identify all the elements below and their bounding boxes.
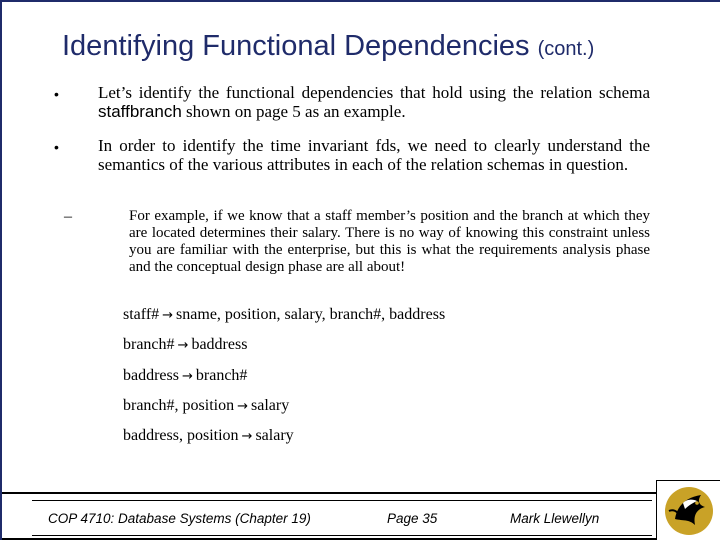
fd-rhs: baddress (191, 336, 248, 353)
arrow-icon: → (162, 308, 174, 323)
fd-rhs: branch# (195, 367, 248, 384)
schema-name: staffbranch (98, 102, 182, 121)
bullet-text-2: In order to identify the time invariant fds, we need to clearly understand the semantics of the various attributes in each of the relation schemas in question. (98, 136, 650, 174)
footer-author: Mark Llewellyn (510, 511, 600, 526)
arrow-icon: → (177, 338, 189, 353)
ucf-pegasus-logo-icon (656, 480, 720, 540)
fd-lhs: branch#, position (123, 397, 235, 414)
arrow-icon: → (237, 399, 248, 414)
fd-line (123, 336, 247, 354)
footer-course: COP 4710: Database Systems (Chapter 19) (48, 511, 311, 526)
fd-lhs: staff# (123, 306, 160, 323)
fd-lhs: baddress (123, 367, 179, 384)
fd-line (123, 306, 445, 324)
fd-lhs: baddress, position (123, 427, 239, 444)
fd-line (123, 427, 294, 445)
arrow-icon: → (241, 429, 253, 444)
fd-rhs: salary (255, 427, 294, 444)
arrow-icon: → (181, 369, 193, 384)
footer-rule (2, 492, 656, 494)
title-suffix: (cont.) (537, 38, 595, 60)
title-main: Identifying Functional Dependencies (62, 30, 530, 62)
bullet-1-text-before: Let’s identify the functional dependencies that hold using the relation schema (98, 83, 650, 102)
bullet-text-1 (98, 83, 650, 121)
bullet-marker: • (54, 139, 59, 155)
bullet-1-text-after: shown on page 5 as an example. (181, 102, 406, 121)
sub-bullet-marker: – (64, 208, 72, 225)
fd-lhs: branch# (123, 336, 175, 353)
fd-line (123, 397, 289, 415)
fd-rhs: sname, position, salary, branch#, baddress (176, 306, 446, 323)
footer-page-number: Page 35 (387, 511, 438, 526)
slide-title (62, 30, 682, 63)
bullet-marker: • (54, 86, 59, 102)
fd-line (123, 367, 247, 385)
fd-rhs: salary (251, 397, 290, 414)
footer (32, 500, 652, 536)
sub-bullet-text: For example, if we know that a staff member’s position and the branch at which they are located determines their salary. There is no way of knowing this constraint unless you are familiar with the enterprise, but this is what the requirements analysis phase and the conceptual design phase are all about! (129, 208, 650, 275)
